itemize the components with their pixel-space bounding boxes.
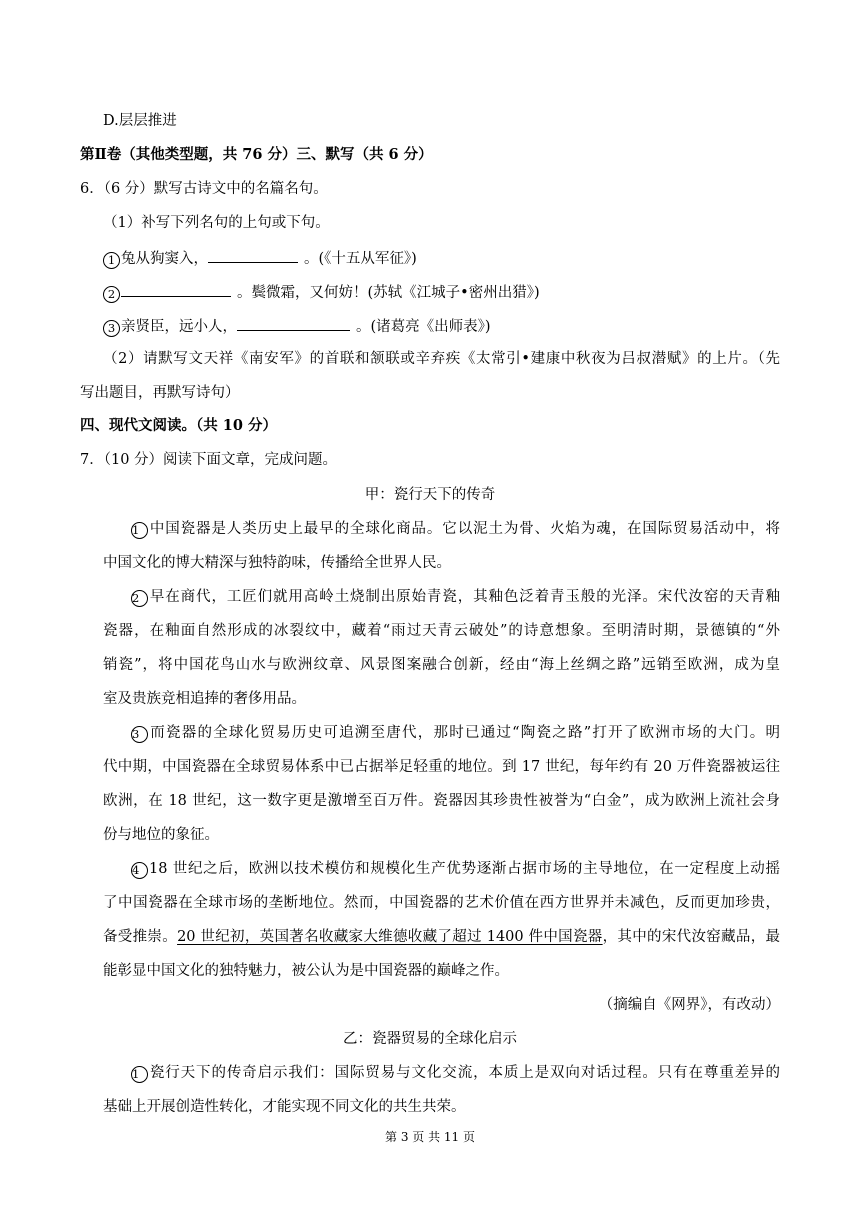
circled-number: 4 <box>131 862 148 879</box>
item2-post: 。鬓微霜，又何妨！(苏轼《江城子•密州出猎》) <box>237 285 540 301</box>
para-a2-line4: 室及贵族竞相追捧的奢侈用品。 <box>103 691 306 707</box>
para-a3-line1 <box>131 723 780 743</box>
para-a4-line2: 了中国瓷器在全球市场的垄断地位。然而，中国瓷器的艺术价值在西方世界并未减色，反而更加珍贵， <box>103 895 780 911</box>
para-a4-line4: 能彰显中国文化的独特魅力，被公认为是中国瓷器的巅峰之作。 <box>103 963 509 979</box>
para-text: 早在商代，工匠们就用高岭土烧制出原始青瓷，其釉色泛着青玉般的光泽。宋代汝窑的天青釉 <box>149 589 780 605</box>
article-a-title: 甲：瓷行天下的传奇 <box>364 487 496 503</box>
para-text: 瓷行天下的传奇启示我们：国际贸易与文化交流，本质上是双向对话过程。只有在尊重差异的 <box>149 1065 780 1081</box>
article-b-title: 乙：瓷器贸易的全球化启示 <box>343 1031 517 1047</box>
para-text: 中国瓷器是人类历史上最早的全球化商品。它以泥土为骨、火焰为魂，在国际贸易活动中，将 <box>149 521 780 537</box>
page-footer: 第 3 页 共 11 页 <box>385 1130 475 1144</box>
q6-item1 <box>103 247 417 269</box>
circled-number: 1 <box>131 522 148 539</box>
para-text: 18 世纪之后，欧洲以技术模仿和规模化生产优势逐渐占据市场的主导地位，在一定程度上动摇 <box>149 861 780 877</box>
circled-number: 2 <box>131 590 148 607</box>
para-b1-line1 <box>131 1063 780 1083</box>
para-text: 备受推崇。 <box>103 929 178 945</box>
para-a4-line1 <box>131 859 780 879</box>
article-source: （摘编自《网界》，有改动） <box>598 997 780 1013</box>
circled-number: 1 <box>103 252 120 269</box>
para-a2-line2: 瓷器，在釉面自然形成的冰裂纹中，藏着“雨过天青云破处”的诗意想象。至明清时期，景德镇的“外 <box>103 623 780 639</box>
para-text: ，其中的宋代汝窑藏品，最 <box>602 929 781 945</box>
answer-blank-2[interactable] <box>121 281 231 297</box>
q6-sub2-line2: 写出题目，再默写诗句） <box>80 385 240 401</box>
para-b1-line2: 基础上开展创造性转化，才能实现不同文化的共生共荣。 <box>103 1099 466 1115</box>
para-a1-line1 <box>131 519 780 539</box>
q6-item2 <box>103 281 540 303</box>
answer-blank-3[interactable] <box>237 315 350 331</box>
circled-number: 1 <box>131 1066 148 1083</box>
q6-stem: 6．（6 分）默写古诗文中的名篇名句。 <box>80 181 328 197</box>
para-text: 而瓷器的全球化贸易历史可追溯至唐代，那时已通过“陶瓷之路”打开了欧洲市场的大门。明 <box>149 725 780 741</box>
q6-item3 <box>103 315 491 337</box>
para-a2-line3: 销瓷”，将中国花鸟山水与欧洲纹章、风景图案融合创新，经由“海上丝绸之路”远销至欧洲，成为皇 <box>103 657 780 673</box>
para-a2-line1 <box>131 587 780 607</box>
q6-sub2-line1: （2）请默写文天祥《南安军》的首联和颔联或辛弃疾《太常引•建康中秋夜为吕叔潜赋》的上片。（先 <box>103 351 780 367</box>
para-a3-line3: 欧洲，在 18 世纪，这一数字更是激增至百万件。瓷器因其珍贵性被誉为“白金”，成为欧洲上流社会身 <box>103 793 780 809</box>
q7-stem: 7．（10 分）阅读下面文章，完成问题。 <box>80 452 338 468</box>
para-a3-line4: 份与地位的象征。 <box>103 827 219 843</box>
item3-pre: 亲贤臣，远小人， <box>121 319 237 335</box>
section2-heading: 第Ⅱ卷（其他类型题，共 76 分）三、默写（共 6 分） <box>80 146 433 163</box>
para-a3-line2: 代中期，中国瓷器在全球贸易体系中已占据举足轻重的地位。到 17 世纪，每年约有 20 万件瓷器被运往 <box>103 759 780 775</box>
underlined-sentence: 20 世纪初，英国著名收藏家大维德收藏了超过 1400 件中国瓷器 <box>177 929 603 945</box>
para-a1-line2: 中国文化的博大精深与独特韵味，传播给全世界人民。 <box>103 555 451 571</box>
circled-number: 3 <box>131 726 148 743</box>
q6-sub1: （1）补写下列名句的上句或下句。 <box>103 215 330 231</box>
circled-number: 3 <box>103 320 120 337</box>
option-d: D.层层推进 <box>103 113 177 129</box>
para-a4-line3 <box>103 927 780 947</box>
item1-post: 。(《十五从军征》) <box>304 251 417 267</box>
item3-post: 。(诸葛亮《出师表》) <box>356 319 491 335</box>
section4-heading: 四、现代文阅读。（共 10 分） <box>80 417 278 434</box>
circled-number: 2 <box>103 286 120 303</box>
answer-blank-1[interactable] <box>208 247 298 263</box>
item1-pre: 兔从狗窦入， <box>121 251 208 267</box>
